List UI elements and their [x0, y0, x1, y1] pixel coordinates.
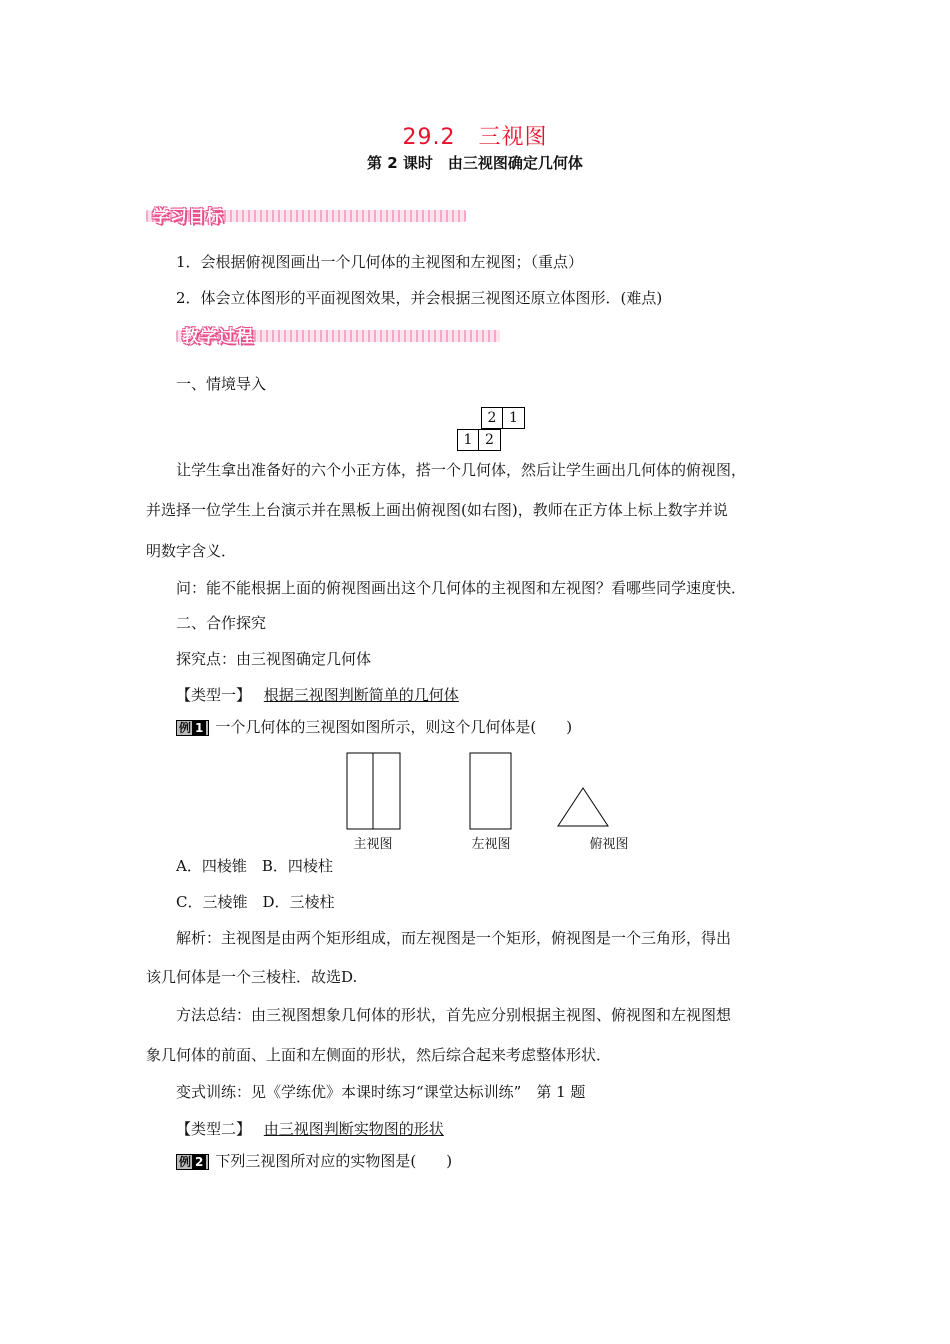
intro-paragraph-line-1: 让学生拿出准备好的六个小正方体，搭一个几何体，然后让学生画出几何体的俯视图，	[176, 461, 747, 479]
example2-text: 下列三视图所对应的实物图是( )	[215, 1152, 453, 1170]
type1-bracket: 【类型一】	[176, 686, 252, 704]
grid-cell: 1	[503, 407, 525, 429]
example1-options-1: A．四棱锥 B．四棱柱	[176, 857, 333, 875]
grid-cell: 2	[481, 407, 503, 429]
section-heading-explore: 二、合作探究	[176, 614, 267, 632]
type2-bracket: 【类型二】	[176, 1120, 252, 1138]
example1-options-2: C．三棱锥 D．三棱柱	[176, 893, 335, 911]
top-view-label: 俯视图	[589, 837, 629, 852]
intro-paragraph-line-3: 明数字含义．	[146, 542, 237, 560]
example1-question	[176, 717, 572, 737]
left-view-rect	[470, 753, 511, 829]
goal-item-1: 1．会根据俯视图画出一个几何体的主视图和左视图；（重点）	[176, 253, 584, 271]
section-heading-intro: 一、情境导入	[176, 375, 267, 393]
explore-point: 探究点：由三视图确定几何体	[176, 650, 372, 668]
example2-tag: 例 2	[176, 1154, 209, 1170]
process-banner	[176, 322, 500, 348]
example1-text: 一个几何体的三视图如图所示，则这个几何体是( )	[215, 718, 573, 736]
top-view-grid	[457, 407, 527, 453]
top-view-triangle	[558, 788, 608, 826]
intro-question: 问：能不能根据上面的俯视图画出这个几何体的主视图和左视图？看哪些同学速度快．	[176, 579, 747, 597]
goal-item-2: 2．体会立体图形的平面视图效果，并会根据三视图还原立体图形．(难点)	[176, 289, 663, 307]
example1-analysis-line-2: 该几何体是一个三棱柱．故选D.	[146, 968, 358, 986]
grid-cell: 1	[457, 429, 479, 451]
goals-banner-label: 学习目标	[152, 207, 224, 227]
type1-title: 根据三视图判断简单的几何体	[263, 686, 459, 704]
lesson-title: 29.2 三视图	[402, 125, 548, 150]
front-view-label: 主视图	[353, 837, 393, 852]
type1-heading	[176, 685, 459, 705]
example1-practice: 变式训练：见《学练优》本课时练习“课堂达标训练” 第 1 题	[176, 1083, 586, 1101]
intro-paragraph-line-2: 并选择一位学生上台演示并在黑板上画出俯视图(如右图)，教师在正方体上标上数字并说	[146, 501, 728, 519]
goals-banner	[146, 202, 466, 228]
example1-method-line-2: 象几何体的前面、上面和左侧面的形状，然后综合起来考虑整体形状．	[146, 1046, 612, 1064]
type2-title: 由三视图判断实物图的形状	[263, 1120, 444, 1138]
example1-method-line-1: 方法总结：由三视图想象几何体的形状，首先应分别根据主视图、俯视图和左视图想	[176, 1006, 732, 1024]
example2-question	[176, 1151, 452, 1171]
example1-tag: 例 1	[176, 720, 209, 736]
grid-cell: 2	[479, 429, 501, 451]
left-view-label: 左视图	[471, 837, 511, 852]
process-banner-label: 教学过程	[182, 327, 254, 347]
type2-heading	[176, 1119, 444, 1139]
lesson-subtitle: 第 2 课时 由三视图确定几何体	[367, 154, 583, 172]
example1-analysis-line-1: 解析：主视图是由两个矩形组成，而左视图是一个矩形，俯视图是一个三角形，得出	[176, 929, 732, 947]
